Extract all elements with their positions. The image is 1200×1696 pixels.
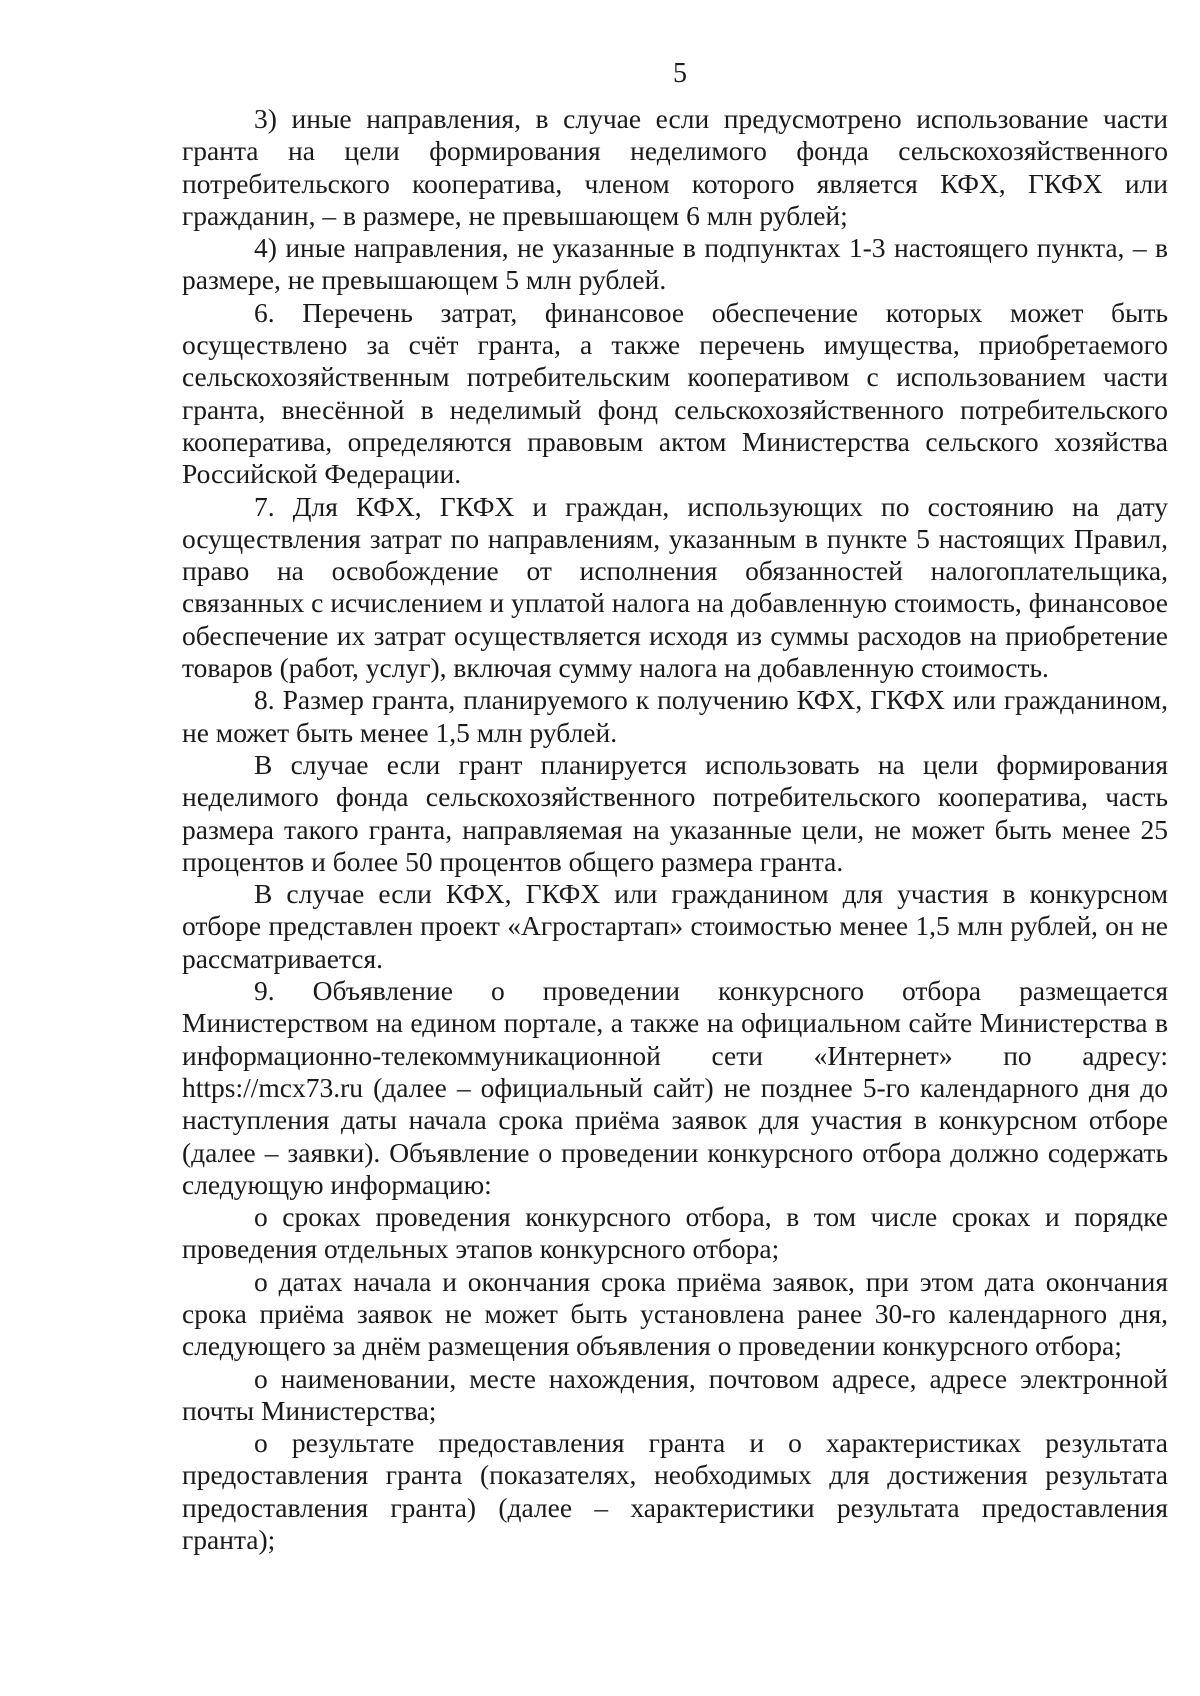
paragraph-item-9-list-1: о сроках проведения конкурсного отбора, в том числе сроках и порядке проведения отдельных этапов конкурсного отбора; — [182, 1201, 1168, 1265]
paragraph-item-8: 8. Размер гранта, планируемого к получению КФХ, ГКФХ или гражданином, не может быть менее 1,5 млн рублей. — [182, 684, 1168, 748]
page-number: 5 — [673, 58, 687, 89]
paragraph-item-9-list-3: о наименовании, месте нахождения, почтовом адресе, адресе электронной почты Министерства; — [182, 1362, 1168, 1426]
paragraph-item-7: 7. Для КФХ, ГКФХ и граждан, использующих по состоянию на дату осуществления затрат по направлениям, указанным в пункте 5 настоящих Правил, право на освобождение от исполнения обязанностей налогоплательщика, связанных с исчислением и уплатой налога на добавленную стоимость, финансовое обеспечение их затрат осуществляется исходя из суммы расходов на приобретение товаров (работ, услуг), включая сумму налога на добавленную стоимость. — [182, 490, 1168, 684]
paragraph-item-6: 6. Перечень затрат, финансовое обеспечение которых может быть осуществлено за счёт гранта, а также перечень имущества, приобретаемого сельскохозяйственным потребительским кооперативом с использованием части гранта, внесённой в неделимый фонд сельскохозяйственного потребительского кооператива, определяются правовым актом Министерства сельского хозяйства Российской Федерации. — [182, 296, 1168, 490]
document-body — [182, 103, 1168, 1556]
paragraph-item-9-list-2: о датах начала и окончания срока приёма заявок, при этом дата окончания срока приёма заявок не может быть установлена ранее 30-го календарного дня, следующего за днём размещения объявления о проведении конкурсного отбора; — [182, 1265, 1168, 1362]
paragraph-item-9-list-4: о результате предоставления гранта и о характеристиках результата предоставления гранта (показателях, необходимых для достижения результата предоставления гранта) (далее – характеристики результата предоставления гранта); — [182, 1427, 1168, 1556]
paragraph-subitem-3: 3) иные направления, в случае если предусмотрено использование части гранта на цели формирования неделимого фонда сельскохозяйственного потребительского кооператива, членом которого является КФХ, ГКФХ или гражданин, – в размере, не превышающем 6 млн рублей; — [182, 103, 1168, 231]
paragraph-item-8-part-3: В случае если КФХ, ГКФХ или гражданином для участия в конкурсном отборе представлен проект «Агростартап» стоимостью менее 1,5 млн рублей, он не рассматривается. — [182, 878, 1168, 974]
paragraph-item-9: 9. Объявление о проведении конкурсного отбора размещается Министерством на едином портале, а также на официальном сайте Министерства в информационно-телекоммуникационной сети «Интернет» по адресу: https://mcx73.ru (далее – официальный сайт) не позднее 5-го календарного дня до наступления даты начала срока приёма заявок для участия в конкурсном отборе (далее – заявки). Объявление о проведении конкурсного отбора должно содержать следующую информацию: — [182, 975, 1168, 1200]
paragraph-subitem-4: 4) иные направления, не указанные в подпунктах 1-3 настоящего пункта, – в размере, не превышающем 5 млн рублей. — [182, 232, 1168, 296]
paragraph-item-8-part-2: В случае если грант планируется использовать на цели формирования неделимого фонда сельскохозяйственного потребительского кооператива, часть размера такого гранта, направляемая на указанные цели, не может быть менее 25 процентов и более 50 процентов общего размера гранта. — [182, 748, 1168, 877]
